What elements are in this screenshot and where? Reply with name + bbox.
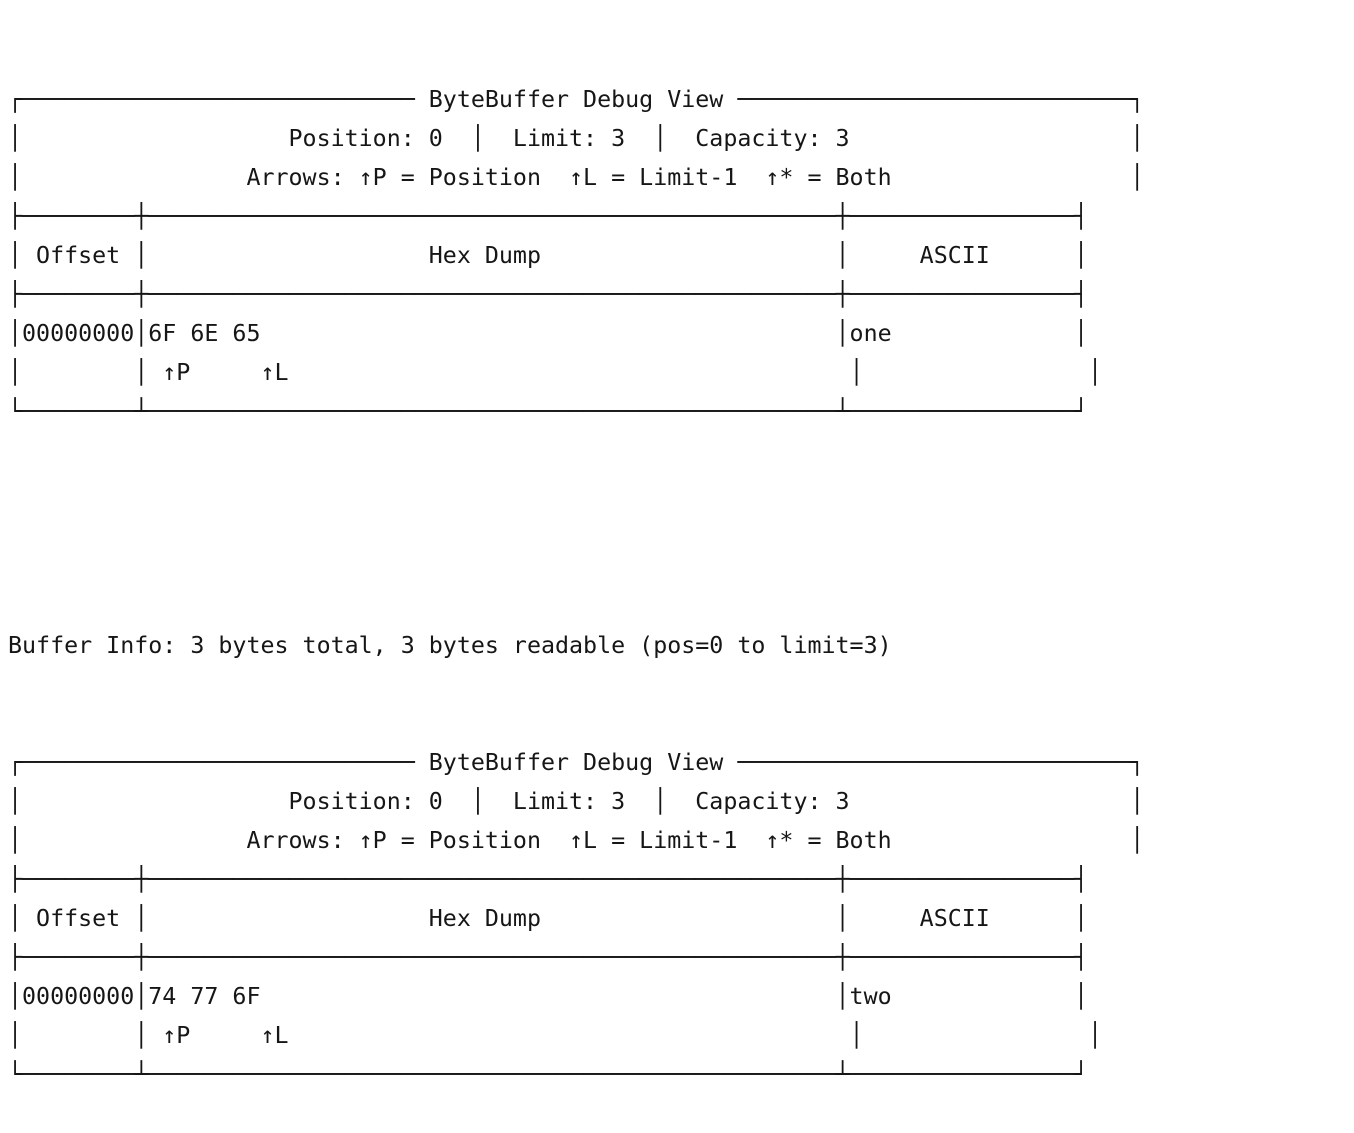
legend-line: │ Arrows: ↑P = Position ↑L = Limit-1 ↑* = Both │ — [8, 164, 1145, 191]
table-bottom-border: └────────┴─────────────────────────────────────────────────┴────────────────┘ — [8, 1061, 1088, 1088]
bytebuffer-view-2 — [8, 743, 1144, 1094]
column-header-row: │ Offset │ Hex Dump │ ASCII │ — [8, 905, 1088, 932]
arrow-row: │ │ ↑P ↑L │ │ — [8, 359, 1103, 386]
hex-data-row: │00000000│6F 6E 65 │one │ — [8, 320, 1088, 347]
bytebuffer-view-1 — [8, 80, 1144, 431]
header-separator: ├────────┼─────────────────────────────────────────────────┼────────────────┤ — [8, 281, 1088, 308]
arrow-row: │ │ ↑P ↑L │ │ — [8, 1022, 1103, 1049]
column-header-row: │ Offset │ Hex Dump │ ASCII │ — [8, 242, 1088, 269]
stats-line: │ Position: 0 │ Limit: 3 │ Capacity: 3 │ — [8, 125, 1145, 152]
blank-line — [8, 509, 1144, 548]
box-top-border: ┌──────────────────────────── ByteBuffer Debug View ────────────────────────────┐ — [8, 86, 1145, 113]
stats-line: │ Position: 0 │ Limit: 3 │ Capacity: 3 │ — [8, 788, 1145, 815]
legend-line: │ Arrows: ↑P = Position ↑L = Limit-1 ↑* = Both │ — [8, 827, 1145, 854]
table-top-separator: ├────────┼─────────────────────────────────────────────────┼────────────────┤ — [8, 866, 1088, 893]
table-top-separator: ├────────┼─────────────────────────────────────────────────┼────────────────┤ — [8, 203, 1088, 230]
terminal-output — [8, 2, 1144, 1133]
hex-data-row: │00000000│74 77 6F │two │ — [8, 983, 1088, 1010]
box-top-border: ┌──────────────────────────── ByteBuffer Debug View ────────────────────────────┐ — [8, 749, 1145, 776]
table-bottom-border: └────────┴─────────────────────────────────────────────────┴────────────────┘ — [8, 398, 1088, 425]
header-separator: ├────────┼─────────────────────────────────────────────────┼────────────────┤ — [8, 944, 1088, 971]
buffer-info-line: Buffer Info: 3 bytes total, 3 bytes readable (pos=0 to limit=3) — [8, 632, 892, 659]
